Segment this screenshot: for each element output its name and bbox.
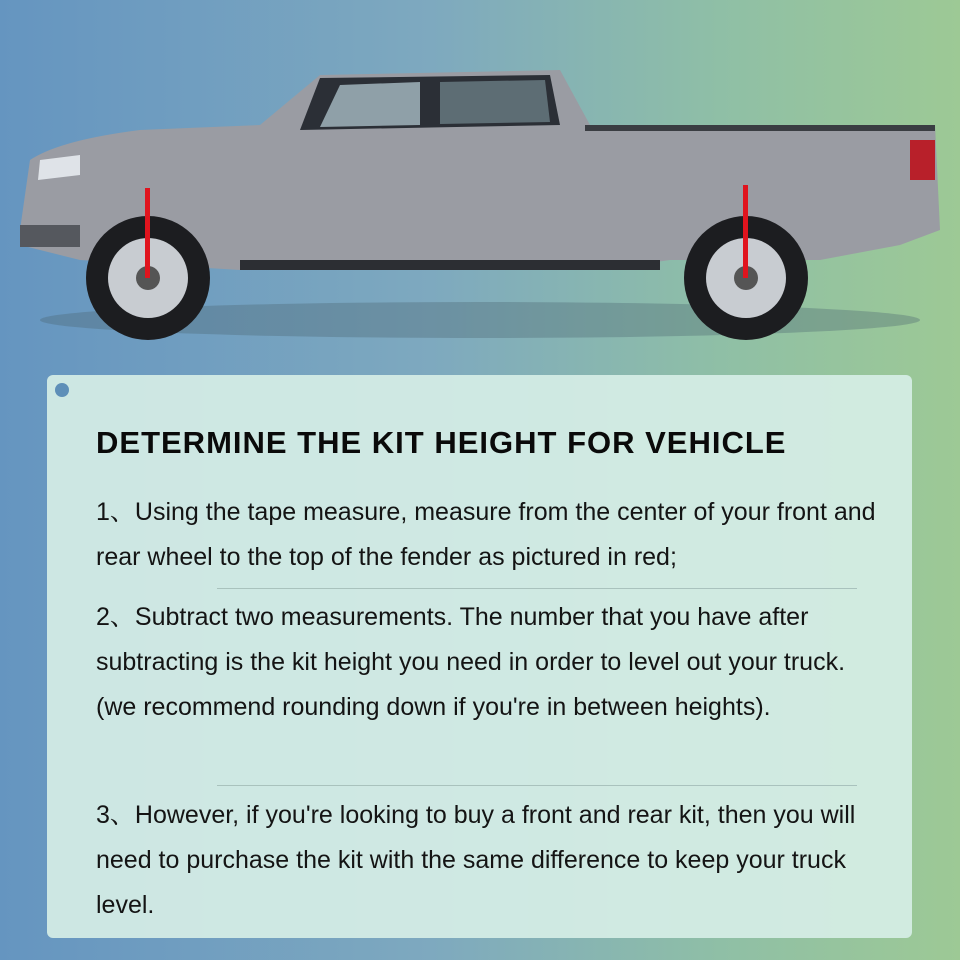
instructions-panel: [47, 375, 912, 938]
rear-measure-line: [743, 185, 748, 278]
step-1: 1、Using the tape measure, measure from the center of your front and rear wheel to the top of the fender as pictured in red;: [96, 498, 876, 571]
panel-title: DETERMINE THE KIT HEIGHT FOR VEHICLE: [96, 425, 787, 460]
pickup-truck-illustration: [0, 30, 960, 350]
decorative-dot: [55, 383, 69, 397]
step-3: 3、However, if you're looking to buy a front and rear kit, then you will need to purchase the kit with the same difference to keep your truck level.: [96, 801, 856, 919]
divider: [217, 785, 857, 786]
step-2: 2、Subtract two measurements. The number that you have after subtracting is the kit height you need in order to level out your truck.(we recommend rounding down if you're in between heights).: [96, 603, 846, 721]
front-measure-line: [145, 188, 150, 278]
divider: [217, 588, 857, 589]
